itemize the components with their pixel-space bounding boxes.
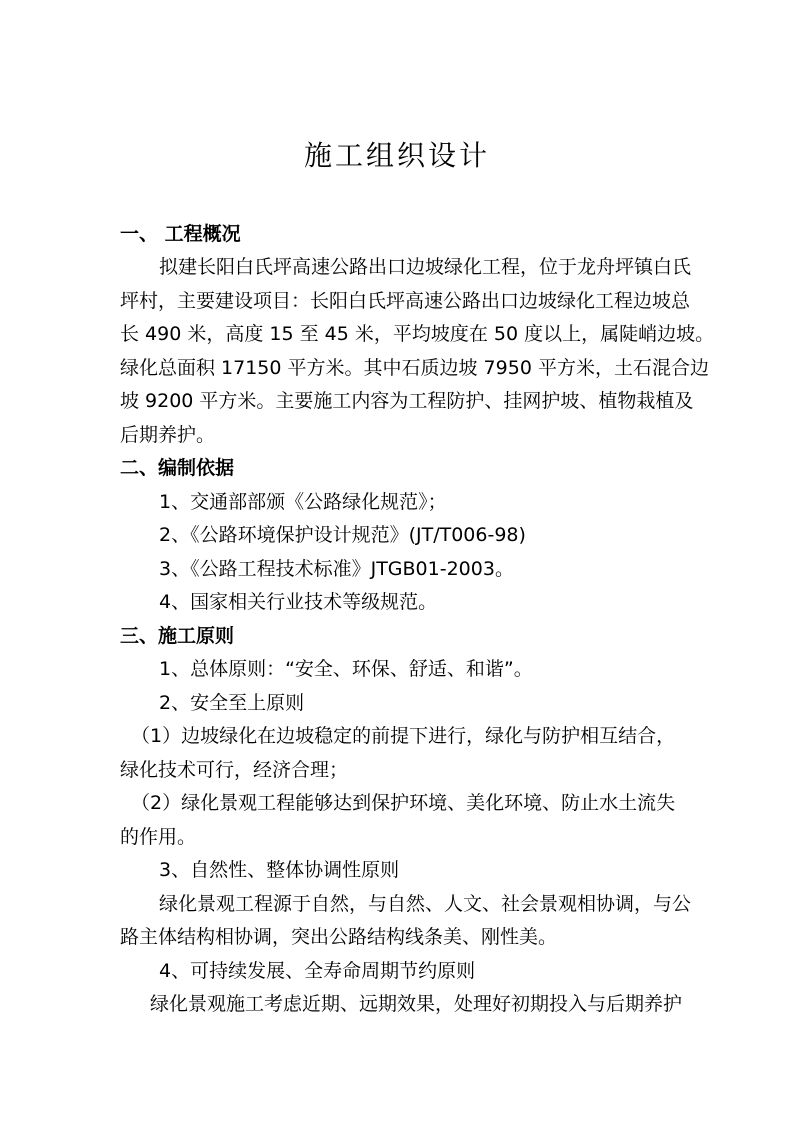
paragraph-line: 绿化景观施工考虑近期、远期效果，处理好初期投入与后期养护 bbox=[150, 993, 683, 1015]
document-title: 施工组织设计 bbox=[303, 139, 490, 172]
paragraph-line: （2）绿化景观工程能够达到保护环境、美化环境、防止水土流失 bbox=[131, 792, 676, 814]
list-item: 3、《公路工程技术标准》JTGB01-2003。 bbox=[159, 558, 514, 580]
principle-item: 4、可持续发展、全寿命周期节约原则 bbox=[159, 960, 476, 982]
list-item: 4、国家相关行业技术等级规范。 bbox=[159, 591, 438, 613]
paragraph-line: （1）边坡绿化在边坡稳定的前提下进行，绿化与防护相互结合， bbox=[131, 725, 676, 747]
section-heading-principles: 三、施工原则 bbox=[120, 625, 235, 647]
section-heading-overview: 一、 工程概况 bbox=[120, 223, 241, 245]
paragraph-line: 的作用。 bbox=[120, 826, 197, 848]
paragraph-line: 绿化景观工程源于自然，与自然、人文、社会景观相协调，与公 bbox=[159, 893, 692, 915]
paragraph-line: 绿化技术可行，经济合理； bbox=[120, 759, 349, 781]
paragraph-line: 拟建长阳白氏坪高速公路出口边坡绿化工程，位于龙舟坪镇白氏 bbox=[159, 256, 692, 278]
paragraph-line: 后期养护。 bbox=[120, 424, 216, 446]
paragraph-line: 坡 9200 平方米。主要施工内容为工程防护、挂网护坡、植物栽植及 bbox=[120, 390, 694, 412]
list-item: 2、《公路环境保护设计规范》(JT/T006-98) bbox=[159, 524, 526, 546]
principle-item: 1、总体原则：“安全、环保、舒适、和谐”。 bbox=[159, 658, 533, 680]
list-item: 1、交通部部颁《公路绿化规范》； bbox=[159, 491, 447, 513]
paragraph-line: 长 490 米，高度 15 至 45 米，平均坡度在 50 度以上，属陡峭边坡。 bbox=[120, 323, 715, 345]
paragraph-line: 坪村，主要建设项目：长阳白氏坪高速公路出口边坡绿化工程边坡总 bbox=[120, 290, 691, 312]
principle-item: 3、自然性、整体协调性原则 bbox=[159, 859, 400, 881]
paragraph-line: 路主体结构相协调，突出公路结构线条美、刚性美。 bbox=[120, 926, 558, 948]
principle-item: 2、安全至上原则 bbox=[159, 692, 305, 714]
section-heading-basis: 二、编制依据 bbox=[120, 457, 235, 479]
paragraph-line: 绿化总面积 17150 平方米。其中石质边坡 7950 平方米，土石混合边 bbox=[120, 357, 709, 379]
